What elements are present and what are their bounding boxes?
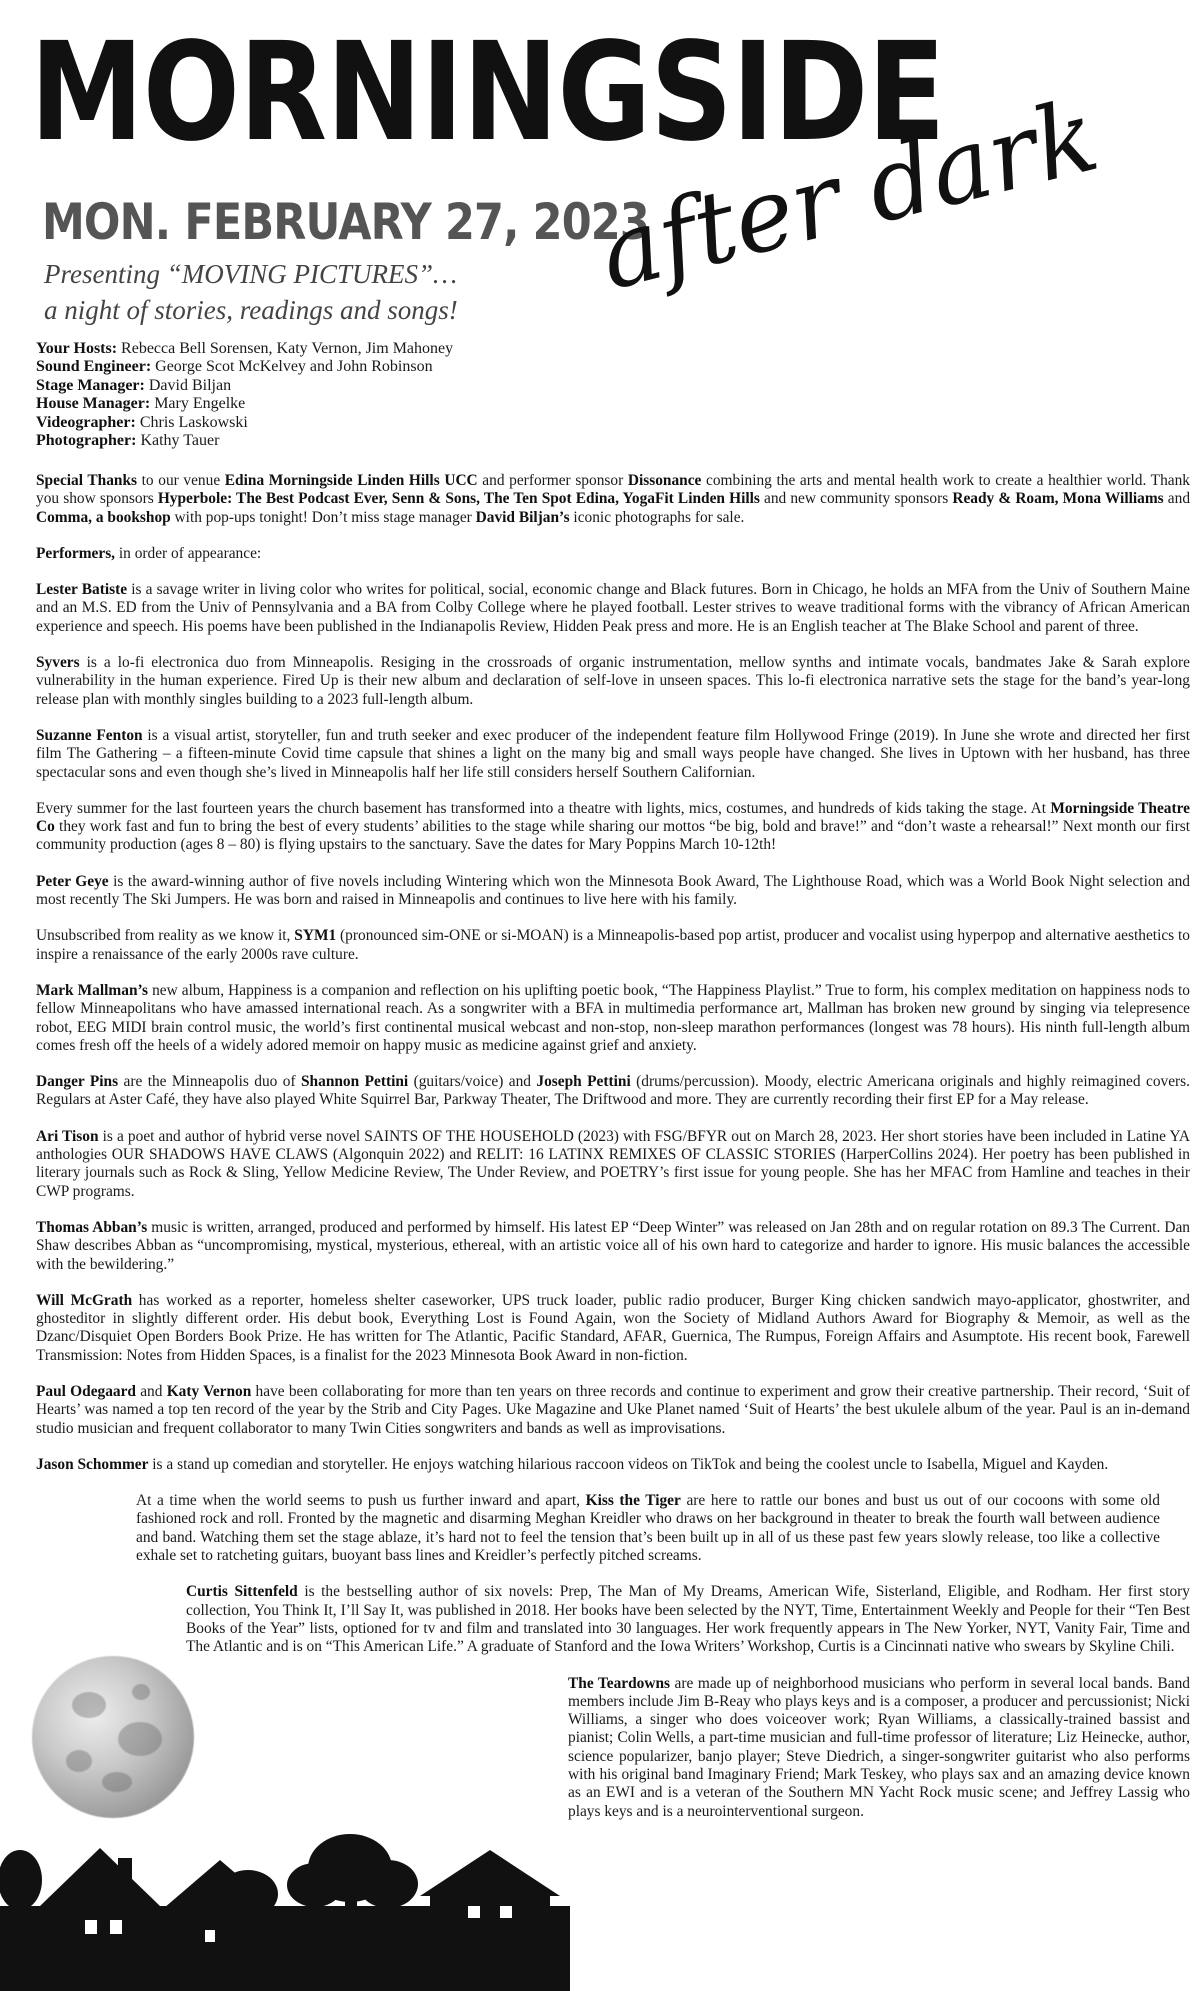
performer-bio-peter-geye: Peter Geye is the award-winning author of five novels including Wintering which won the Minnesota Book Award, The Lighthouse Road, which was a World Book Night selection and most recently The Ski Jumpers. He was born and raised in Minneapolis and continues to live here with his family. xyxy=(36,872,1190,909)
credit-sound-engineer: Sound Engineer: George Scot McKelvey and John Robinson xyxy=(36,358,433,376)
tagline-line-2: a night of stories, readings and songs! xyxy=(44,295,458,325)
credit-stage-manager: Stage Manager: David Biljan xyxy=(36,376,232,394)
program-body xyxy=(36,472,1190,1839)
credit-photographer: Photographer: Kathy Tauer xyxy=(36,432,220,450)
credit-videographer: Videographer: Chris Laskowski xyxy=(36,413,248,431)
credit-hosts: Your Hosts: Rebecca Bell Sorensen, Katy Vernon, Jim Mahoney xyxy=(36,340,454,357)
credit-house-manager: House Manager: Mary Engelke xyxy=(36,395,246,413)
performer-bio-ari-tison: Ari Tison is a poet and author of hybrid verse novel SAINTS OF THE HOUSEHOLD (2023) with FSG/BFYR out on March 28, 2023. Her short stories have been included in Latine YA anthologies OUR SHADOWS HAVE CLAWS (Algonquin 2022) and RELIT: 16 LATINX REMIXES OF CLASSIC STORIES (HarperCollins 2024). Her poetry has been published in literary journals such as Rock & Sling, Yellow Medicine Review, The Under Review, and POETRY’s first issue for young people. She has her MFAC from Hamline and teaches in their CWP programs. xyxy=(36,1127,1190,1200)
credits-list xyxy=(36,340,636,450)
performer-bio-jason-schommer: Jason Schommer is a stand up comedian and storyteller. He enjoys watching hilarious raccoon videos on TikTok and being the coolest uncle to Isabella, Miguel and Kayden. xyxy=(36,1455,1109,1473)
performer-bio-will-mcgrath: Will McGrath has worked as a reporter, homeless shelter caseworker, UPS truck loader, public radio producer, Burger King chicken sandwich mayo-applicator, ghostwriter, and ghosteditor in slightly different order. His debut book, Everything Lost is Found Again, won the Society of Midland Authors Award for Biography & Memoir, as well as the Dzanc/Disquiet Open Borders Book Prize. He has written for The Atlantic, Pacific Standard, AFAR, Guernica, The Rumpus, Foreign Affairs and Asumptote. His recent book, Farewell Transmission: Notes from Hidden Spaces, is a finalist for the 2023 Minnesota Book Award in non-fiction. xyxy=(36,1291,1191,1364)
performer-bio-sym1: Unsubscribed from reality as we know it, SYM1 (pronounced sim-ONE or si-MOAN) is a Minneapolis-based pop artist, producer and vocalist using hyperpop and alternative aesthetics to inspire a renaissance of the early 2000s rave culture. xyxy=(36,927,1190,963)
performer-bio-curtis-sittenfeld: Curtis Sittenfeld is the bestselling author of six novels: Prep, The Man of My Dreams, American Wife, Sisterland, Eligible, and Rodham. Her first story collection, You Think It, I’ll Say It, was published in 2018. Her books have been selected by the NYT, Time, Entertainment Weekly and People for their “Ten Best Books of the Year” lists, optioned for tv and film and translated into 30 languages. Her work frequently appears in The New Yorker, NYT, Vanity Fair, Time and The Atlantic and is on “This American Life.” A graduate of Stanford and the Iowa Writers’ Workshop, Curtis is a Cincinnati native who swears by Skyline Chili. xyxy=(186,1583,1190,1656)
performer-bio-suzanne-fenton: Suzanne Fenton is a visual artist, storyteller, fun and truth seeker and exec producer of the independent feature film Hollywood Fringe (2019). In June she wrote and directed her first film The Gathering – a fifteen-minute Covid time capsule that shines a light on the many big and small ways people have changed. She lives in Uptown with her husband, has three spectacular sons and even though she’s lived in Minneapolis half her life still considers herself Southern Californian. xyxy=(36,726,1190,781)
performer-bio-paul-katy: Paul Odegaard and Katy Vernon have been collaborating for more than ten years on three records and continue to experiment and grow their creative partnership. Their record, ‘Suit of Hearts’ was named a top ten record of the year by the Strib and City Pages. Uke Magazine and Uke Planet named ‘Suit of Hearts’ the best ukulele album of the year. Paul is an in-demand studio musician and frequent collaborator to many Twin Cities songwriters and bands as well as improvisations. xyxy=(36,1382,1191,1437)
performer-bio-lester-batiste: Lester Batiste is a savage writer in living color who writes for political, social, economic change and Black futures. Born in Chicago, he holds an MFA from the Univ of Southern Maine and an M.S. ED from the Univ of Pennsylvania and a BA from Colby College where he played football. Lester strives to weave traditional forms with the vibrancy of African American experience and speech. His poems have been published in the Indianapolis Review, Hidden Peak press and more. He is an English teacher at The Blake School and parent of three. xyxy=(36,581,1190,635)
performer-bio-thomas-abban: Thomas Abban’s music is written, arranged, produced and performed by himself. His latest EP “Deep Winter” was released on Jan 28th and on regular rotation on 89.3 The Current. Dan Shaw describes Abban as “uncompromising, mystical, mysterious, ethereal, with an artistic voice all of his own hard to categorize and harder to ignore. His music balances the accessible with the bewildering.” xyxy=(36,1218,1190,1273)
performer-bio-kiss-the-tiger: At a time when the world seems to push us further inward and apart, Kiss the Tiger are here to rattle our bones and bust us out of our cocoons with some old fashioned rock and roll. Fronted by the magnetic and disarming Meghan Kreidler who draws on her background in theater to break the fourth wall between audience and band. Watching them set the stage ablaze, it’s hard not to feel the tension that’s been built up in all of us these past few years slowly release, too like a collective exhale set to ratcheting guitars, buoyant bass lines and Kreidler’s perfectly pitched screams. xyxy=(136,1492,1161,1565)
tagline xyxy=(44,256,458,328)
performer-bio-mark-mallman: Mark Mallman’s new album, Happiness is a companion and reflection on his uplifting poetic book, “The Happiness Playlist.” True to form, his complex meditation on happiness nods to fellow Minneapolitans who have amassed international reach. As a songwriter with a BFA in multimedia performance art, Mallman has broken new ground by singing via telepresence robot, EEG MIDI brain control music, the world’s first continental musical webcast and non-stop, non-sleep marathon performances (longest was 78 hours). His ninth full-length album comes fresh off the heels of a widely adored memoir on happy music as medicine against grief and anxiety. xyxy=(36,981,1190,1054)
special-thanks: Special Thanks to our venue Edina Morningside Linden Hills UCC and performer sponsor Dissonance combining the arts and mental health work to create a healthier world. Thank you show sponsors Hyperbole: The Best Podcast Ever, Senn & Sons, The Ten Spot Edina, YogaFit Linden Hills and new community sponsors Ready & Roam, Mona Williams and Comma, a bookshop with pop-ups tonight! Don’t miss stage manager David Biljan’s iconic photographs for sale. xyxy=(36,472,1191,526)
event-date: MON. FEBRUARY 27, 2023 xyxy=(42,193,649,251)
performer-bio-morningside-theatre: Every summer for the last fourteen years the church basement has transformed into a theatre with lights, mics, costumes, and hundreds of kids taking the stage. At Morningside Theatre Co they work fast and fun to bring the best of every students’ abilities to the stage while sharing our mottos “be big, bold and brave!” and “don’t waste a rehearsal!” Next month our first community production (ages 8 – 80) is flying upstairs to the sanctuary. Save the dates for Mary Poppins March 10-12th! xyxy=(36,799,1191,854)
after-dark-script-logo: after dark xyxy=(587,76,1109,313)
performer-bio-the-teardowns: The Teardowns are made up of neighborhood musicians who perform in several local bands. Band members include Jim B-Reay who plays keys and is a composer, a producer and percussionist; Nicki Williams, a singer who does voiceover work; Ryan Williams, a classically-trained bassist and pianist; Colin Wells, a part-time musician and full-time professor of literature; Liz Heinecke, author, science popularizer, banjo player; Steve Diedrich, a singer-songwriter guitarist who also performs with his original band Imaginary Friend; Mark Teskey, who plays sax and an amazing device known as an EWI and is a veteran of the Southern MN Yacht Rock music scene; and Jeffrey Lassig who plays keys and is a neurointerventional surgeon. xyxy=(568,1674,1190,1820)
performer-bio-syvers: Syvers is a lo-fi electronica duo from Minneapolis. Resiging in the crossroads of organic instrumentation, mellow synths and intimate vocals, bandmates Jake & Sarah explore vulnerability in the human experience. Fired Up is their new album and declaration of self-love in unseen spaces. This lo-fi electronica narrative sets the stage for the band’s year-long release plan with monthly singles building to a 2023 full-length album. xyxy=(36,654,1190,708)
poster-title: MORNINGSIDE xyxy=(30,14,945,172)
performer-bio-danger-pins: Danger Pins are the Minneapolis duo of Shannon Pettini (guitars/voice) and Joseph Pettini (drums/percussion). Moody, electric Americana originals and highly reimagined covers. Regulars at Aster Café, they have also played White Squirrel Bar, Parkway Theater, The Driftwood and more. They are currently recording their first EP for a May release. xyxy=(36,1073,1191,1109)
tagline-line-1: Presenting “MOVING PICTURES”… xyxy=(44,259,457,289)
performers-heading: Performers, in order of appearance: xyxy=(36,544,262,562)
